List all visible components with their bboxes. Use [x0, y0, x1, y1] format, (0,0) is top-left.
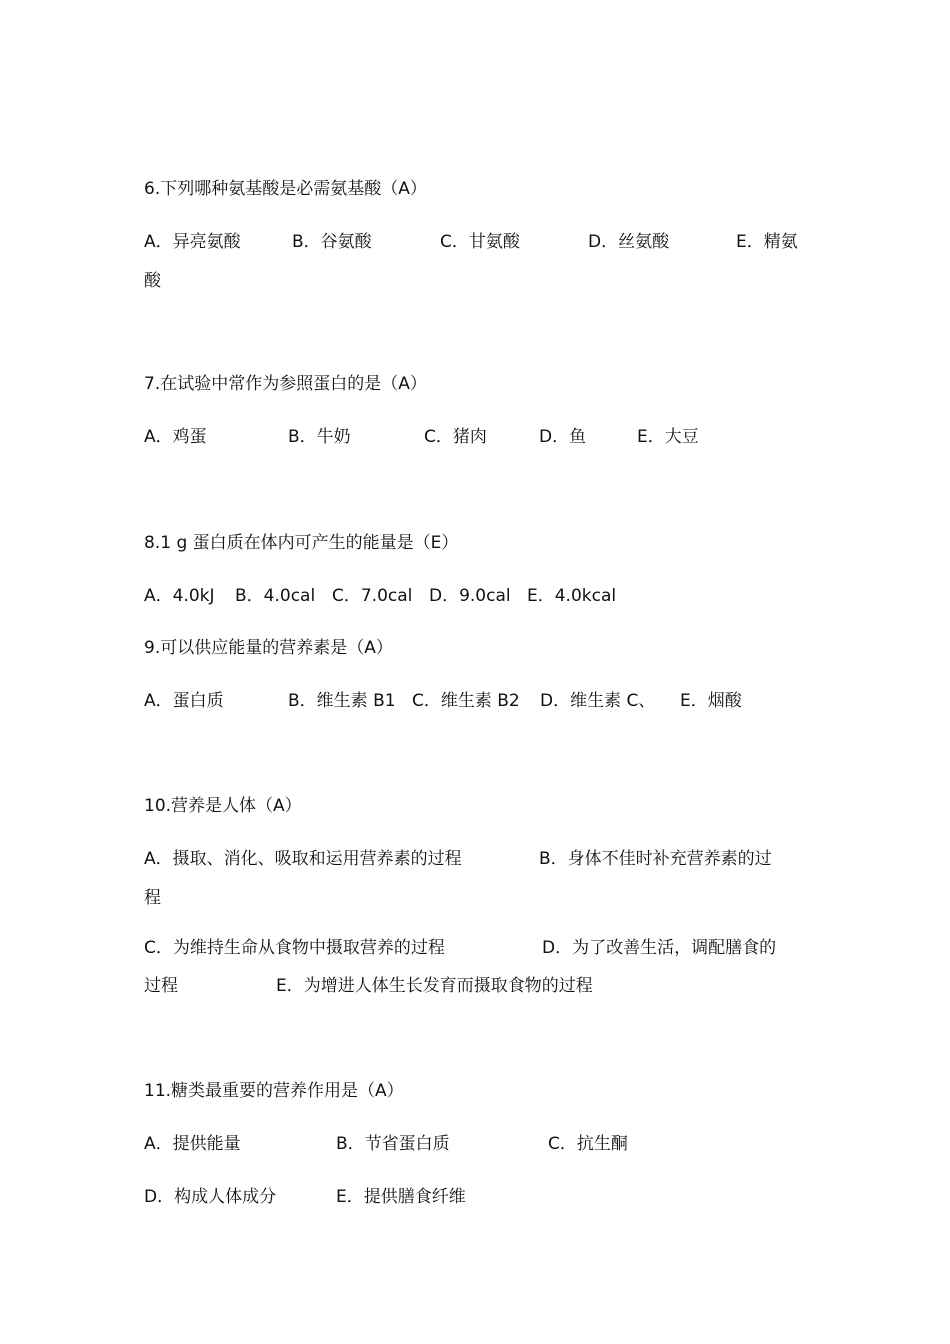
q10-option-c: C．为维持生命从食物中摄取营养的过程	[144, 938, 445, 958]
q6-option-e: E．精氨	[736, 232, 798, 252]
q7-option-e: E．大豆	[637, 427, 699, 447]
q10-option-b-wrap: 程	[144, 888, 161, 908]
q9-option-e: E．烟酸	[680, 691, 742, 711]
q11-option-d: D．构成人体成分	[144, 1187, 277, 1207]
q9-option-a: A．蛋白质	[144, 691, 224, 711]
q7-option-d: D．鱼	[539, 427, 587, 447]
q8-option-b: B．4.0cal	[235, 586, 316, 606]
q8-option-a: A．4.0kJ	[144, 586, 215, 606]
q10-option-e: E．为增进人体生长发育而摄取食物的过程	[276, 976, 593, 996]
q6-option-e-wrap: 酸	[144, 271, 161, 291]
q10-option-b: B．身体不佳时补充营养素的过	[539, 849, 772, 869]
q7-option-c: C．猪肉	[424, 427, 487, 447]
question-6-stem: 6.下列哪种氨基酸是必需氨基酸（A）	[144, 179, 427, 199]
q9-option-d: D．维生素 C、	[540, 691, 656, 711]
question-8-stem: 8.1 g 蛋白质在体内可产生的能量是（E）	[144, 533, 459, 553]
q11-option-e: E．提供膳食纤维	[336, 1187, 466, 1207]
question-9-stem: 9.可以供应能量的营养素是（A）	[144, 638, 393, 658]
question-10-stem: 10.营养是人体（A）	[144, 796, 302, 816]
q7-option-a: A．鸡蛋	[144, 427, 207, 447]
q6-option-b: B．谷氨酸	[292, 232, 372, 252]
q11-option-a: A．提供能量	[144, 1134, 241, 1154]
q11-option-c: C．抗生酮	[548, 1134, 628, 1154]
q7-option-b: B．牛奶	[288, 427, 351, 447]
question-11-stem: 11.糖类最重要的营养作用是（A）	[144, 1081, 404, 1101]
q9-option-b: B．维生素 B1	[288, 691, 396, 711]
q11-option-b: B．节省蛋白质	[336, 1134, 450, 1154]
q8-option-e: E．4.0kcal	[527, 586, 617, 606]
q8-option-c: C．7.0cal	[332, 586, 413, 606]
q10-option-d-wrap: 过程	[144, 976, 178, 996]
q6-option-c: C．甘氨酸	[440, 232, 520, 252]
q8-option-d: D．9.0cal	[429, 586, 511, 606]
question-7-stem: 7.在试验中常作为参照蛋白的是（A）	[144, 374, 427, 394]
q6-option-d: D．丝氨酸	[588, 232, 670, 252]
q10-option-a: A．摄取、消化、吸取和运用营养素的过程	[144, 849, 462, 869]
q6-option-a: A．异亮氨酸	[144, 232, 241, 252]
q10-option-d: D．为了改善生活，调配膳食的	[542, 938, 777, 958]
q9-option-c: C．维生素 B2	[412, 691, 520, 711]
